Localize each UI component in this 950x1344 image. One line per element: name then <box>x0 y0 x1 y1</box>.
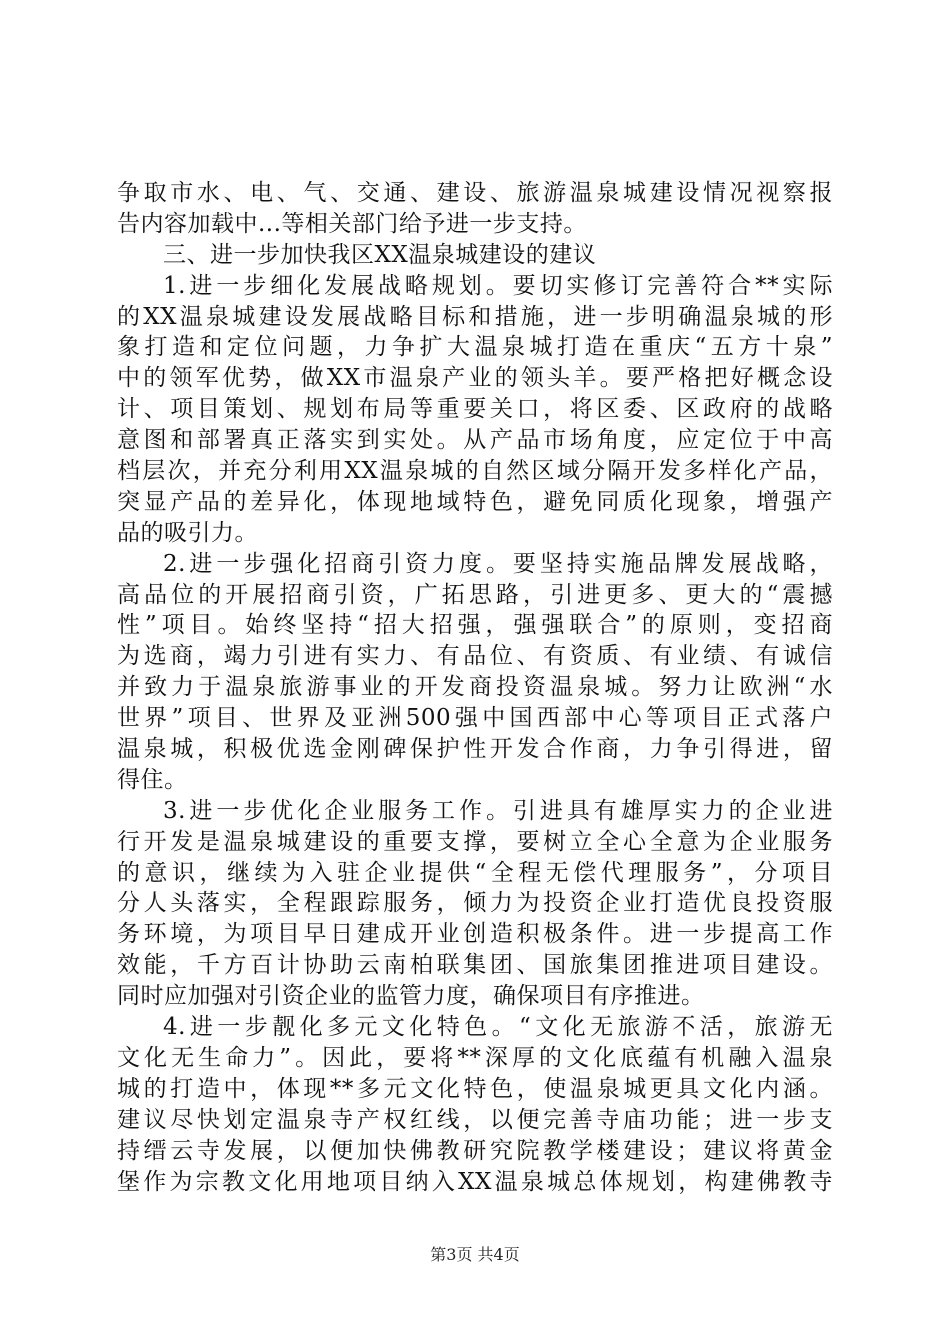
text-line: 务环境，为项目早日建成开业创造积极条件。进一步提高工作 <box>117 921 833 948</box>
text-line: 同时应加强对引资企业的监管力度，确保项目有序推进。 <box>117 983 705 1010</box>
text-line: 2.进一步强化招商引资力度。要坚持实施品牌发展战略， <box>163 550 833 577</box>
text-line: 堡作为宗教文化用地项目纳入XX温泉城总体规划，构建佛教寺 <box>117 1168 833 1195</box>
text-line: 高品位的开展招商引资，广拓思路，引进更多、更大的“震撼 <box>117 581 833 608</box>
text-line: 三、进一步加快我区XX温泉城建设的建议 <box>163 241 597 268</box>
text-line: 行开发是温泉城建设的重要支撑，要树立全心全意为企业服务 <box>117 828 833 855</box>
text-line: 意图和部署真正落实到实处。从产品市场角度，应定位于中高 <box>117 427 833 454</box>
text-line: 象打造和定位问题，力争扩大温泉城打造在重庆“五方十泉” <box>117 334 833 361</box>
page-footer: 第3页 共4页 <box>430 1245 520 1264</box>
text-line: 城的打造中，体现**多元文化特色，使温泉城更具文化内涵。 <box>117 1075 833 1102</box>
text-line: 建议尽快划定温泉寺产权红线，以便完善寺庙功能；进一步支 <box>117 1106 833 1133</box>
text-line: 性”项目。始终坚持“招大招强，强强联合”的原则，变招商 <box>117 612 833 639</box>
text-line: 文化无生命力”。因此，要将**深厚的文化底蕴有机融入温泉 <box>117 1044 833 1071</box>
text-line: 品的吸引力。 <box>117 519 258 546</box>
document-body <box>117 178 833 1197</box>
text-line: 突显产品的差异化，体现地域特色，避免同质化现象，增强产 <box>117 488 833 515</box>
text-line: 1.进一步细化发展战略规划。要切实修订完善符合**实际 <box>163 272 833 299</box>
text-line: 3.进一步优化企业服务工作。引进具有雄厚实力的企业进 <box>163 797 833 824</box>
text-line: 持缙云寺发展，以便加快佛教研究院教学楼建设；建议将黄金 <box>117 1137 833 1164</box>
text-line: 并致力于温泉旅游事业的开发商投资温泉城。努力让欧洲“水 <box>117 674 833 701</box>
text-line: 档层次，并充分利用XX温泉城的自然区域分隔开发多样化产品， <box>117 458 833 485</box>
text-line: 效能，千方百计协助云南柏联集团、国旅集团推进项目建设。 <box>117 952 833 979</box>
text-line: 分人头落实，全程跟踪服务，倾力为投资企业打造优良投资服 <box>117 890 833 917</box>
text-line: 4.进一步靓化多元文化特色。“文化无旅游不活，旅游无 <box>163 1014 833 1041</box>
text-line: 为选商，竭力引进有实力、有品位、有资质、有业绩、有诚信 <box>117 643 833 670</box>
text-line: 中的领军优势，做XX市温泉产业的领头羊。要严格把好概念设 <box>117 365 833 392</box>
text-line: 告内容加载中...等相关部门给予进一步支持。 <box>117 210 587 237</box>
text-line: 计、项目策划、规划布局等重要关口，将区委、区政府的战略 <box>117 396 833 423</box>
text-line: 温泉城，积极优选金刚碑保护性开发合作商，力争引得进，留 <box>117 736 833 763</box>
text-line: 的XX温泉城建设发展战略目标和措施，进一步明确温泉城的形 <box>117 303 833 330</box>
text-line: 世界”项目、世界及亚洲500强中国西部中心等项目正式落户 <box>117 705 833 732</box>
text-line: 的意识，继续为入驻企业提供“全程无偿代理服务”，分项目 <box>117 859 833 886</box>
text-line: 争取市水、电、气、交通、建设、旅游温泉城建设情况视察报 <box>117 180 833 206</box>
text-line: 得住。 <box>117 766 188 793</box>
